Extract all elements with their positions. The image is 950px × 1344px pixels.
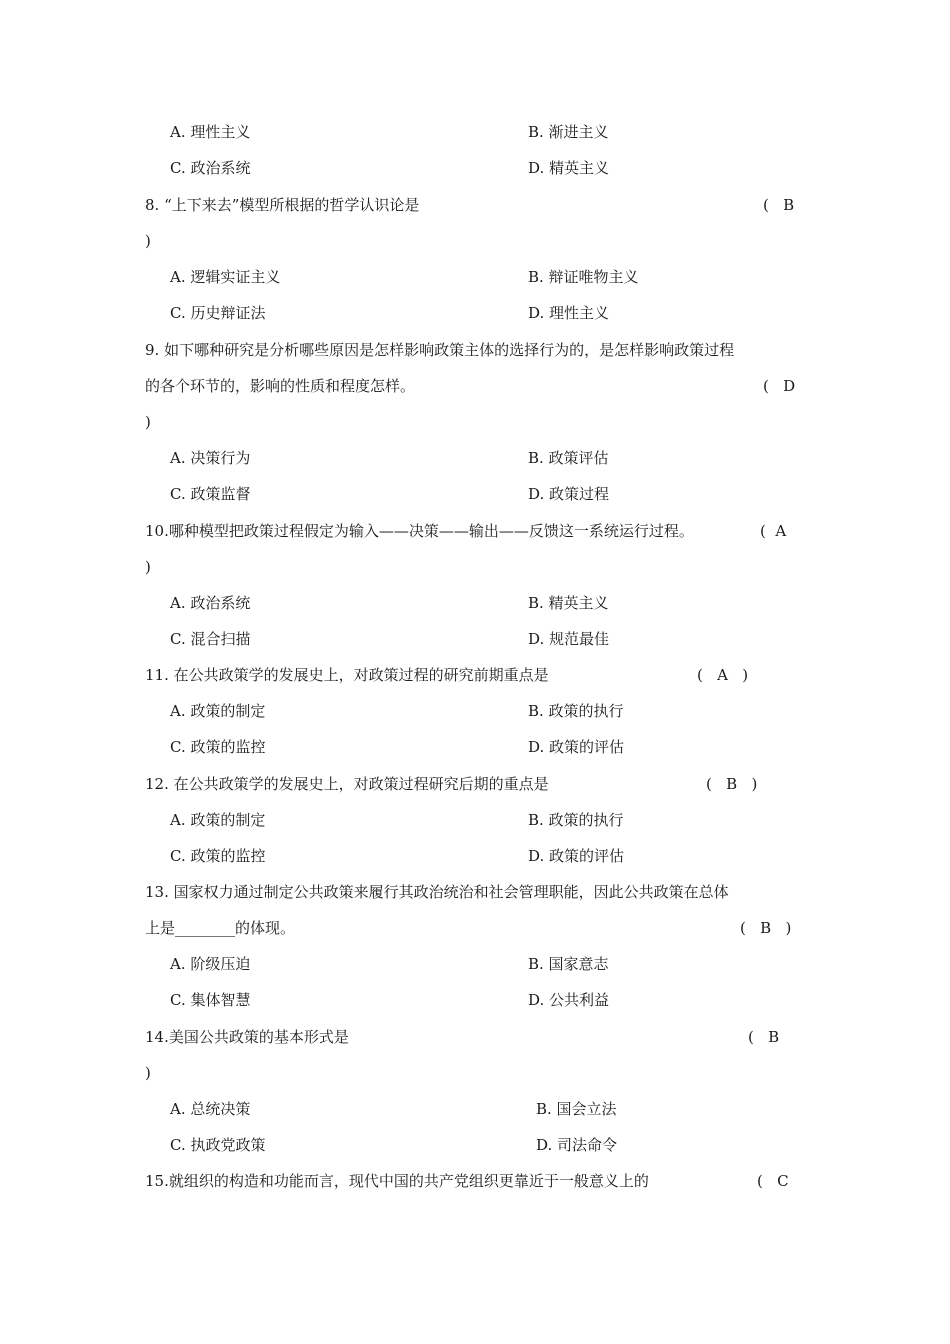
answer-option: B. 国会立法 xyxy=(536,1100,617,1118)
answer-option: D. 公共利益 xyxy=(528,991,610,1009)
question-text: 13. 国家权力通过制定公共政策来履行其政治统治和社会管理职能，因此公共政策在总体 xyxy=(145,883,729,901)
question-text: 9. 如下哪种研究是分析哪些原因是怎样影响政策主体的选择行为的，是怎样影响政策过程 xyxy=(145,341,735,359)
answer-option: C. 政策的监控 xyxy=(170,738,266,756)
answer-option: C. 集体智慧 xyxy=(170,991,251,1009)
answer-option: A. 阶级压迫 xyxy=(170,955,251,973)
answer-option: A. 政策的制定 xyxy=(170,811,266,829)
question-text: 14.美国公共政策的基本形式是 xyxy=(145,1028,349,1046)
question-text: 15.就组织的构造和功能而言，现代中国的共产党组织更靠近于一般意义上的 xyxy=(145,1172,649,1190)
answer-option: D. 政策过程 xyxy=(528,485,610,503)
answer-key: ( B xyxy=(763,196,795,214)
question-text: 8. “上下来去”模型所根据的哲学认识论是 xyxy=(145,196,420,214)
answer-key: ( A ) xyxy=(697,666,749,684)
answer-option: A. 理性主义 xyxy=(170,123,251,141)
question-text: 11. 在公共政策学的发展史上，对政策过程的研究前期重点是 xyxy=(145,666,549,684)
answer-option: A. 政策的制定 xyxy=(170,702,266,720)
answer-option: D. 司法命令 xyxy=(536,1136,618,1154)
answer-option: B. 政策的执行 xyxy=(528,811,624,829)
answer-key: ( C xyxy=(757,1172,789,1190)
question-text: 12. 在公共政策学的发展史上，对政策过程研究后期的重点是 xyxy=(145,775,549,793)
answer-key: ( B ) xyxy=(706,775,758,793)
answer-key: ( A xyxy=(760,522,787,540)
question-text: ) xyxy=(145,413,151,431)
answer-option: B. 国家意志 xyxy=(528,955,609,973)
answer-option: B. 辩证唯物主义 xyxy=(528,268,639,286)
answer-option: A. 逻辑实证主义 xyxy=(170,268,281,286)
answer-option: B. 渐进主义 xyxy=(528,123,609,141)
answer-option: C. 执政党政策 xyxy=(170,1136,266,1154)
answer-option: C. 政策监督 xyxy=(170,485,251,503)
answer-option: A. 总统决策 xyxy=(170,1100,251,1118)
answer-key: ( D xyxy=(763,377,796,395)
answer-option: C. 历史辩证法 xyxy=(170,304,266,322)
question-text: ) xyxy=(145,558,151,576)
question-text: 10.哪种模型把政策过程假定为输入——决策——输出——反馈这一系统运行过程。 xyxy=(145,522,694,540)
answer-option: D. 政策的评估 xyxy=(528,847,625,865)
answer-option: A. 决策行为 xyxy=(170,449,251,467)
answer-option: B. 政策的执行 xyxy=(528,702,624,720)
answer-option: D. 理性主义 xyxy=(528,304,610,322)
answer-key: ( B ) xyxy=(740,919,792,937)
answer-option: C. 政策的监控 xyxy=(170,847,266,865)
answer-key: ( B xyxy=(748,1028,780,1046)
answer-option: D. 政策的评估 xyxy=(528,738,625,756)
answer-option: D. 精英主义 xyxy=(528,159,610,177)
question-text: 的各个环节的，影响的性质和程度怎样。 xyxy=(145,377,416,395)
answer-option: D. 规范最佳 xyxy=(528,630,610,648)
question-text: 上是________的体现。 xyxy=(145,919,296,937)
answer-option: C. 混合扫描 xyxy=(170,630,251,648)
question-text: ) xyxy=(145,232,151,250)
answer-option: A. 政治系统 xyxy=(170,594,251,612)
answer-option: B. 精英主义 xyxy=(528,594,609,612)
answer-option: C. 政治系统 xyxy=(170,159,251,177)
answer-option: B. 政策评估 xyxy=(528,449,609,467)
question-text: ) xyxy=(145,1064,151,1082)
